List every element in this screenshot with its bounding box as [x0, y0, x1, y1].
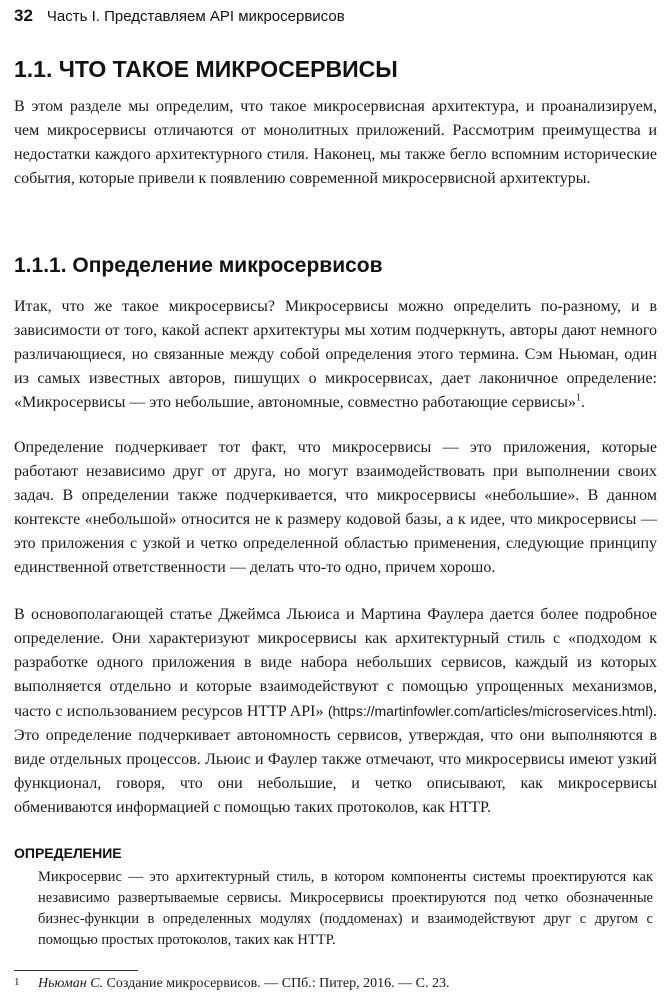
paragraph-text-end: . [580, 394, 585, 411]
section-heading: 1.1. ЧТО ТАКОЕ МИКРОСЕРВИСЫ [14, 56, 398, 82]
article-link[interactable]: (https://martinfowler.com/articles/microservices.html) [327, 703, 653, 719]
running-header [14, 6, 657, 26]
running-title: Часть I. Представляем API микросервисов [46, 8, 345, 25]
subsection-heading: 1.1.1. Определение микросервисов [14, 254, 383, 277]
footnote-text: Создание микросервисов. — СПб.: Питер, 2016. — С. 23. [103, 976, 450, 991]
footnote [14, 976, 449, 992]
paragraph-text-end: . Это определение подчеркивает автономность сервисов, утверждая, что они выполняются в виде отдельных процессов. Льюис и Фаулер также отмечают, что микросервисы имеют узкий функционал, говоря, что они небольшие, и четко описывают, как микросервисы обмениваются информацией с помощью таких протоколов, как HTTP. [14, 703, 657, 816]
paragraph-text: В основополагающей статье Джеймса Льюиса и Мартина Фаулера дается более подробное определение. Они характеризуют микросервисы как архитектурный стиль с «подходом к разработке одного приложения в виде набора небольших сервисов, каждый из которых выполняется отдельно и которые взаимодействуют с помощью упрощенных механизмов, часто с использованием ресурсов HTTP API» [14, 606, 657, 720]
fowler-paragraph [14, 603, 657, 820]
footnote-divider [14, 970, 138, 971]
emphasis-paragraph: Определение подчеркивает тот факт, что микросервисы — это приложения, которые работают независимо друг от друга, но могут взаимодействовать при выполнении своих задач. В определении также подчеркивается, что микросервисы «небольшие». В данном контексте «небольшой» относится не к размеру кодовой базы, а к идее, что микросервисы — это приложения с узкой и четко определенной областью применения, следующие принципу единственной ответственности — делать что-то одно, причем хорошо. [14, 439, 657, 576]
definition-box-title: ОПРЕДЕЛЕНИЕ [14, 845, 122, 861]
footnote-number: 1 [14, 976, 20, 988]
page-number: 32 [14, 6, 33, 25]
definition-intro-paragraph [14, 295, 657, 415]
paragraph-text: Итак, что же такое микросервисы? Микросервисы можно определить по-разному, и в зависимости от того, какой аспект архитектуры мы хотим подчеркнуть, авторы дают немного различающиеся, но связанные между собой определения этого термина. Сэм Ньюман, один из самых известных авторов, пишущих о микросервисах, дает лаконичное определение: «Микросервисы — это небольшие, автономные, совместно работающие сервисы» [14, 298, 657, 411]
section-intro-paragraph: В этом разделе мы определим, что такое микросервисная архитектура, и проанализируем, чем микросервисы отличаются от монолитных приложений. Рассмотрим преимущества и недостатки каждого архитектурного стиля. Наконец, мы также бегло вспомним исторические события, которые привели к появлению современной микросервисной архитектуры. [14, 98, 657, 187]
footnote-author: Ньюман С. [38, 976, 104, 991]
definition-box-text: Микросервис — это архитектурный стиль, в котором компоненты системы проектируются как независимо развертываемые сервисы. Микросервисы проектируются под четко обозначенные бизнес-функции в определенных модулях (поддоменах) и взаимодействуют друг с другом с помощью простых протоколов, таких как HTTP. [38, 869, 653, 948]
footnote-reference[interactable]: 1 [575, 392, 581, 404]
